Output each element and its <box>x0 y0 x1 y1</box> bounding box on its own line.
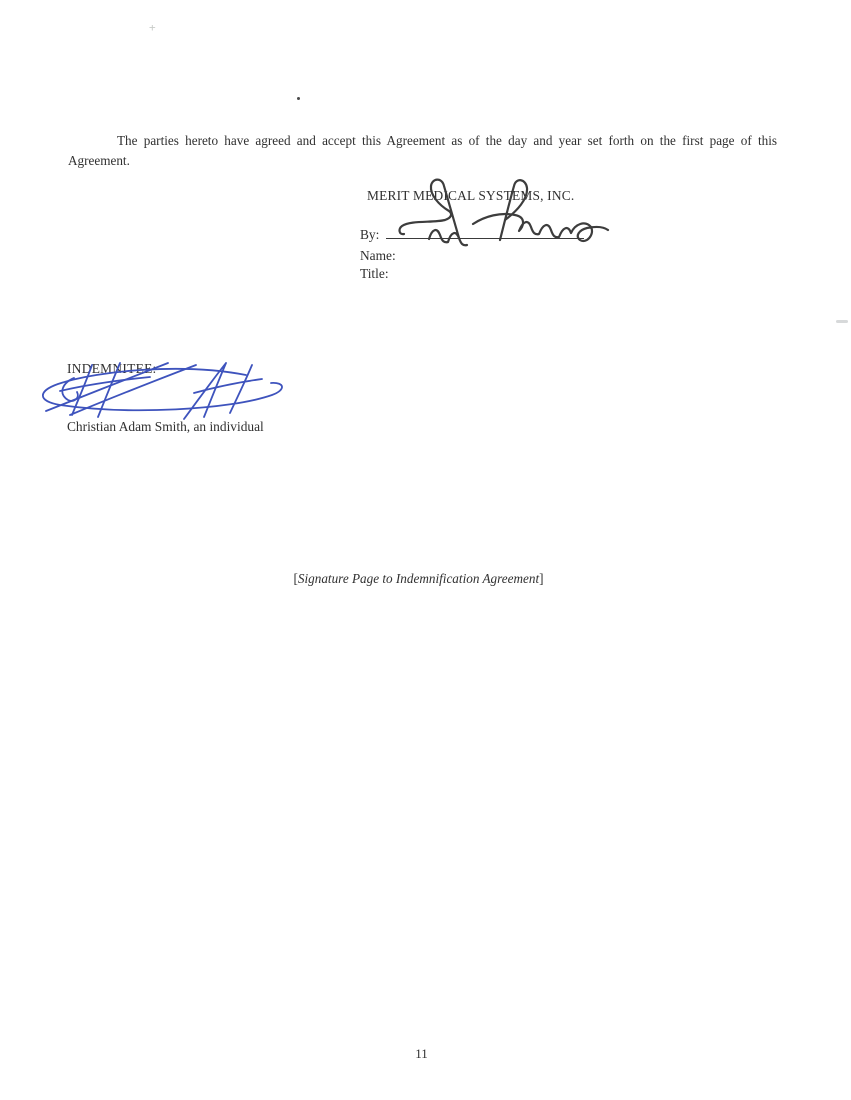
caption-text: Signature Page to Indemnification Agreement <box>297 571 540 586</box>
title-label: Title: <box>360 266 389 281</box>
page-number: 11 <box>415 1046 428 1061</box>
by-label: By: <box>360 227 380 242</box>
indemnitee-signer-name: Christian Adam Smith, an individual <box>67 419 264 434</box>
caption-close-bracket: ] <box>539 571 544 586</box>
caption-open-bracket: [ <box>293 571 298 586</box>
agreement-paragraph-line2: Agreement. <box>68 153 130 168</box>
scan-artifact-dot <box>297 97 300 100</box>
agreement-paragraph-line1: The parties hereto have agreed and accept this Agreement as of the day and year set forth on the first page of this <box>117 133 777 148</box>
indemnitee-signature-image <box>34 358 290 424</box>
company-name: MERIT MEDICAL SYSTEMS, INC. <box>367 188 575 203</box>
signature-page-caption <box>0 571 844 587</box>
merit-signature-image <box>393 174 611 248</box>
name-label: Name: <box>360 248 396 263</box>
scan-artifact-dash <box>836 320 848 323</box>
indemnitee-label: INDEMNITEE: <box>67 361 157 376</box>
scan-artifact-plus: + <box>149 21 156 34</box>
